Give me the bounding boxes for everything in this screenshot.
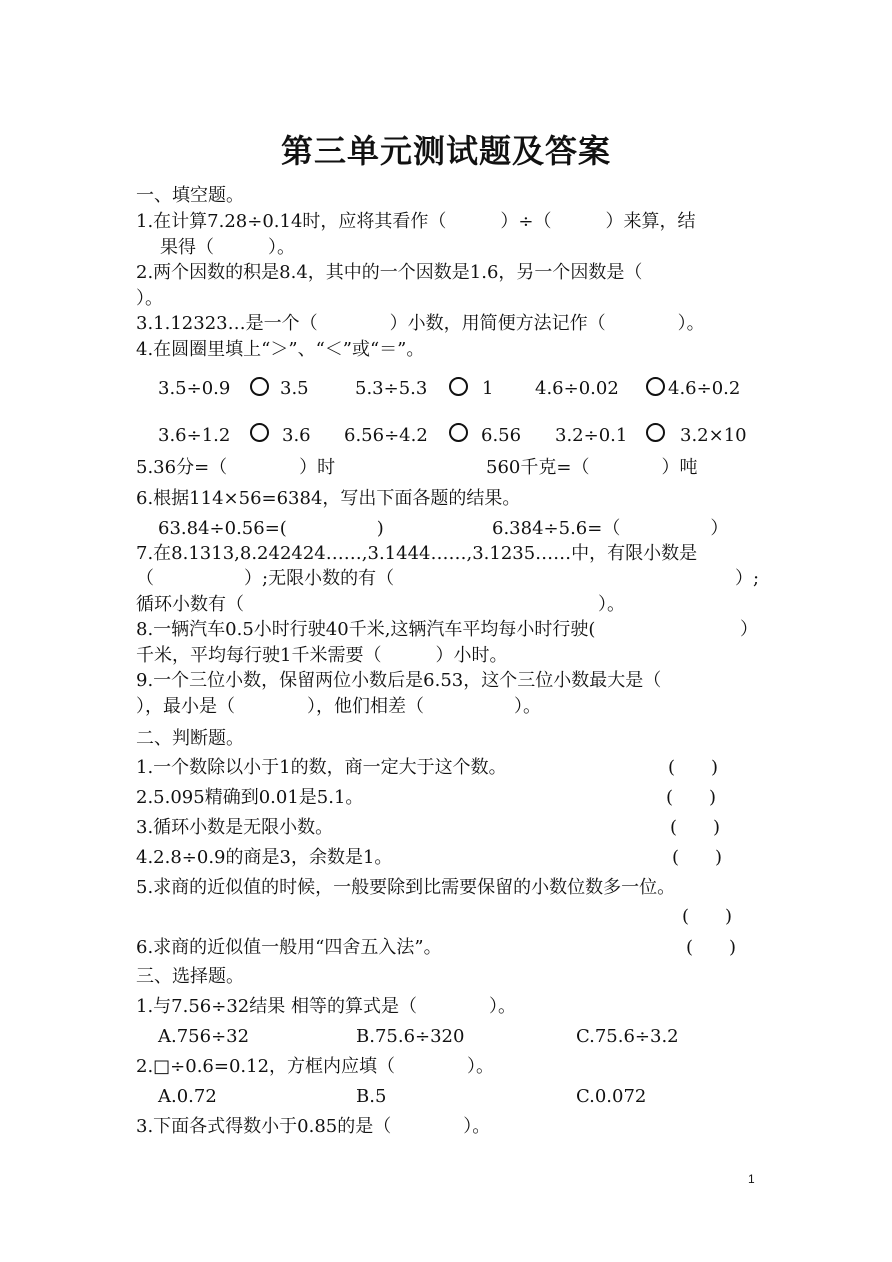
compare-right-2: 1 — [482, 378, 494, 399]
question-1-line-1: 1.在计算7.28÷0.14时，应将其看作（ ）÷（ ）来算，结 — [136, 211, 696, 232]
section-heading-choice: 三、选择题。 — [136, 966, 244, 987]
judge-bracket-3: ( ) — [670, 817, 721, 838]
page-title: 第三单元测试题及答案 — [280, 132, 611, 170]
question-2-line-1: 2.两个因数的积是8.4，其中的一个因数是1.6，另一个因数是（ — [136, 262, 643, 283]
compare-right-5: 6.56 — [481, 425, 522, 446]
judge-item-4: 4.2.8÷0.9的商是3，余数是1。 — [136, 847, 393, 868]
compare-left-4: 3.6÷1.2 — [158, 425, 231, 446]
choice-2-option-b: B.5 — [356, 1086, 387, 1107]
judge-item-2: 2.5.095精确到0.01是5.1。 — [136, 787, 364, 808]
judge-item-3: 3.循环小数是无限小数。 — [136, 817, 334, 838]
compare-left-6: 3.2÷0.1 — [555, 425, 628, 446]
question-7-line-3-end: ）。 — [598, 594, 625, 615]
judge-bracket-6: ( ) — [686, 937, 737, 958]
question-5-part-b: 560千克=（ ）吨 — [486, 457, 698, 478]
compare-right-4: 3.6 — [282, 425, 311, 446]
compare-circle-3 — [646, 377, 665, 396]
question-6-part-b: 6.384÷5.6=（ ） — [492, 518, 729, 539]
compare-right-3: 4.6÷0.2 — [668, 378, 741, 399]
question-1-line-2: 果得（ ）。 — [160, 237, 295, 258]
compare-circle-4 — [250, 423, 269, 442]
compare-right-1: 3.5 — [280, 378, 309, 399]
section-heading-true-false: 二、判断题。 — [136, 728, 244, 749]
question-6: 6.根据114×56=6384，写出下面各题的结果。 — [136, 488, 521, 509]
choice-question-2: 2.□÷0.6=0.12，方框内应填（ ）。 — [136, 1056, 495, 1077]
compare-left-5: 6.56÷4.2 — [344, 425, 428, 446]
question-5-part-a: 5.36分=（ ）时 — [136, 457, 336, 478]
choice-2-option-a: A.0.72 — [158, 1086, 217, 1107]
question-9-line-1: 9.一个三位小数，保留两位小数后是6.53，这个三位小数最大是（ — [136, 670, 662, 691]
compare-circle-5 — [449, 423, 468, 442]
choice-question-3: 3.下面各式得数小于0.85的是（ ）。 — [136, 1116, 491, 1137]
compare-right-6: 3.2×10 — [680, 425, 747, 446]
judge-bracket-1: ( ) — [668, 757, 719, 778]
judge-bracket-5: ( ) — [682, 906, 733, 927]
question-7-line-3: 循环小数有（ — [136, 594, 244, 615]
compare-circle-1 — [250, 377, 269, 396]
compare-left-2: 5.3÷5.3 — [355, 378, 428, 399]
question-8-line-1-end: ） — [740, 619, 758, 640]
choice-1-option-a: A.756÷32 — [158, 1026, 250, 1047]
question-3: 3.1.12323…是一个（ ）小数，用简便方法记作（ ）。 — [136, 313, 705, 334]
choice-1-option-b: B.75.6÷320 — [356, 1026, 465, 1047]
question-9-line-2: ），最小是（ ），他们相差（ ）。 — [136, 696, 541, 717]
judge-bracket-2: ( ) — [666, 787, 717, 808]
question-7-line-2: （ ）;无限小数的有（ — [136, 568, 395, 589]
question-4: 4.在圆圈里填上“＞”、“＜”或“＝”。 — [136, 339, 425, 360]
page-number: 1 — [748, 1172, 755, 1186]
question-7-line-1: 7.在8.1313,8.242424……,3.1444……,3.1235……中，有限小数是 — [136, 543, 698, 564]
judge-item-5: 5.求商的近似值的时候，一般要除到比需要保留的小数位数多一位。 — [136, 877, 676, 898]
compare-left-1: 3.5÷0.9 — [158, 378, 231, 399]
choice-2-option-c: C.0.072 — [576, 1086, 647, 1107]
choice-1-option-c: C.75.6÷3.2 — [576, 1026, 679, 1047]
judge-bracket-4: ( ) — [672, 847, 723, 868]
section-heading-fill-blank: 一、填空题。 — [136, 185, 244, 206]
compare-left-3: 4.6÷0.02 — [535, 378, 619, 399]
judge-item-6: 6.求商的近似值一般用“四舍五入法”。 — [136, 937, 442, 958]
choice-question-1: 1.与7.56÷32结果 相等的算式是（ ）。 — [136, 996, 516, 1017]
compare-circle-6 — [646, 423, 665, 442]
question-7-line-2-end: ）; — [735, 568, 760, 589]
compare-circle-2 — [449, 377, 468, 396]
question-2-line-2: ）。 — [136, 288, 163, 309]
judge-item-1: 1.一个数除以小于1的数，商一定大于这个数。 — [136, 757, 507, 778]
question-6-part-a: 63.84÷0.56=( ) — [158, 518, 384, 539]
question-8-line-2: 千米，平均每行驶1千米需要（ ）小时。 — [136, 645, 508, 666]
question-8-line-1: 8.一辆汽车0.5小时行驶40千米,这辆汽车平均每小时行驶( — [136, 619, 596, 640]
